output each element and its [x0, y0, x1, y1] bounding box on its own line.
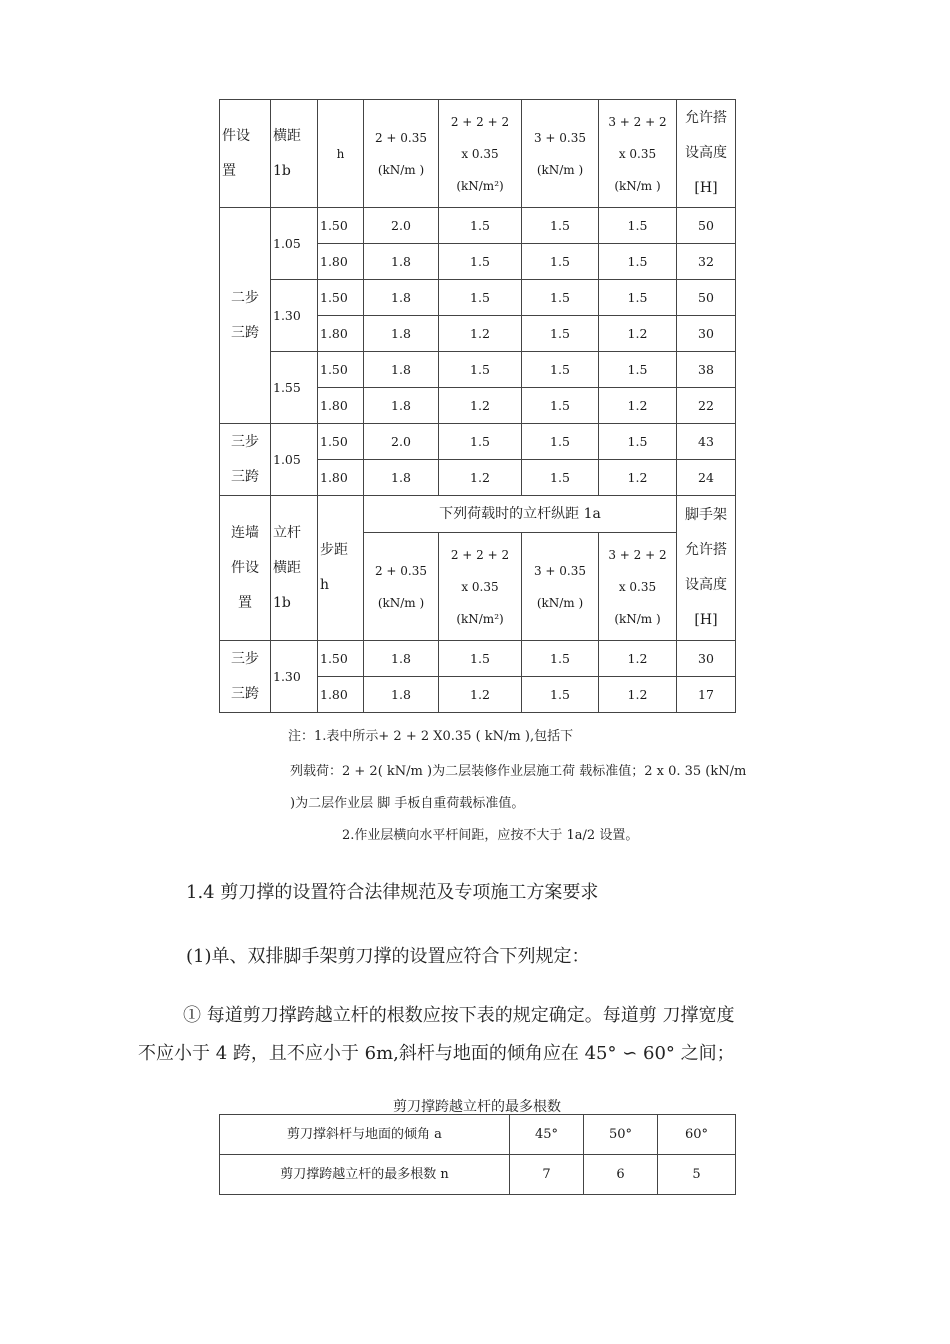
table-cell: 1.8: [364, 641, 439, 677]
table-cell: 24: [677, 460, 736, 496]
table-header-row-2: [220, 496, 736, 533]
table-cell: 1.5: [522, 388, 599, 424]
cell-line: 三跨: [231, 324, 259, 341]
row-label-cell: 剪刀撑斜杆与地面的倾角 a: [220, 1115, 510, 1155]
header-load-2-cell: [439, 100, 522, 208]
table-row: [220, 424, 736, 460]
group-name-cell: [220, 208, 271, 424]
table-cell: 7: [510, 1155, 584, 1195]
table-row: [220, 641, 736, 677]
cell-line: (kN/m ): [377, 162, 425, 177]
paragraph-line-1: ① 每道剪刀撑跨越立杆的根数应按下表的规定确定。每道剪 刀撑宽度: [183, 1005, 735, 1026]
header-load-3-cell: [522, 100, 599, 208]
scissor-brace-table: [219, 1114, 736, 1195]
table-cell: 32: [677, 244, 736, 280]
cell-line: 连墙: [231, 524, 259, 541]
table-cell: 1.80: [318, 244, 364, 280]
cell-line: 三步: [231, 650, 259, 667]
table-row: [220, 280, 736, 316]
header2-load-1-cell: [364, 533, 439, 641]
table-cell: 1.80: [318, 677, 364, 713]
cell-line: 脚手架: [685, 507, 727, 523]
table-cell: 1.5: [599, 280, 677, 316]
table-note-line-3: )为二层作业层 脚 手板自重荷载标准值。: [290, 796, 525, 811]
table-cell: 1.5: [439, 424, 522, 460]
cell-line: h: [336, 146, 345, 161]
table-cell: 1.2: [599, 388, 677, 424]
cell-line: h: [320, 577, 330, 593]
cell-line: 1b: [273, 594, 291, 611]
table-cell: 1.5: [522, 280, 599, 316]
lb-cell: 1.30: [271, 280, 318, 352]
table-cell: 50: [677, 280, 736, 316]
table-cell: 1.5: [439, 280, 522, 316]
cell-line: 三步: [231, 433, 259, 450]
cell-line: 允许搭: [685, 542, 727, 558]
cell-line: x 0.35: [618, 146, 657, 161]
table-cell: 1.2: [439, 316, 522, 352]
cell-line: 2 + 2 + 2: [450, 547, 510, 562]
table-cell: 2.0: [364, 424, 439, 460]
cell-line: 横距: [273, 559, 301, 576]
table-note-line-2: 列载荷：2 + 2( kN/m )为二层装修作业层施工荷 载标准值；2 x 0. 35 (kN/m: [290, 764, 747, 779]
header2-lb-cell: [271, 496, 318, 641]
cell-line: 立杆: [273, 524, 301, 541]
table-cell: 1.5: [522, 208, 599, 244]
group-name-cell: [220, 641, 271, 713]
table-note-line-4: 2.作业层横向水平杆间距，应按不大于 1a/2 设置。: [342, 828, 639, 843]
table-cell: 1.5: [522, 677, 599, 713]
header-h-cell: [318, 100, 364, 208]
scaffold-height-table: [219, 99, 736, 713]
cell-line: 设高度: [685, 145, 727, 161]
group-name-cell: [220, 424, 271, 496]
cell-line: 设高度: [685, 577, 727, 593]
table-cell: 1.5: [439, 208, 522, 244]
header-setting-cell: [220, 100, 271, 208]
table-cell: 1.8: [364, 677, 439, 713]
table-cell: 1.5: [522, 424, 599, 460]
table-cell: 1.5: [599, 208, 677, 244]
table-cell: 1.8: [364, 244, 439, 280]
cell-line: [H]: [694, 180, 718, 196]
table-cell: 1.5: [522, 316, 599, 352]
cell-line: 1b: [273, 162, 291, 179]
cell-line: 二步: [231, 289, 259, 306]
cell-line: [H]: [694, 612, 718, 628]
table-cell: 1.2: [599, 641, 677, 677]
table-cell: 1.2: [439, 388, 522, 424]
header2-load-3-cell: [522, 533, 599, 641]
section-subheading: (1)单、双排脚手架剪刀撑的设置应符合下列规定：: [186, 946, 590, 967]
table-cell: 1.8: [364, 280, 439, 316]
cell-line: (kN/m ): [536, 162, 584, 177]
lb-cell: 1.30: [271, 641, 318, 713]
header-lb-cell: [271, 100, 318, 208]
table-cell: 1.5: [522, 460, 599, 496]
table-cell: 1.2: [599, 316, 677, 352]
header-load-4-cell: [599, 100, 677, 208]
header2-load-2-cell: [439, 533, 522, 641]
cell-line: (kN/m²): [456, 178, 504, 193]
header-load-1-cell: [364, 100, 439, 208]
cell-line: x 0.35: [461, 146, 499, 161]
table-cell: 38: [677, 352, 736, 388]
table-cell: 1.5: [599, 424, 677, 460]
cell-line: x 0.35: [461, 579, 499, 594]
cell-line: (kN/m ): [614, 611, 661, 626]
cell-line: 3 + 2 + 2: [608, 547, 667, 562]
table-row: [220, 1155, 736, 1195]
cell-line: 2 + 0.35: [374, 563, 428, 578]
section-heading: 1.4 剪刀撑的设置符合法律规范及专项施工方案要求: [186, 882, 599, 903]
lb-cell: 1.05: [271, 208, 318, 280]
table-cell: 1.2: [439, 677, 522, 713]
table-cell: 1.5: [439, 352, 522, 388]
table-cell: 1.50: [318, 424, 364, 460]
table-note-line-1: 注：1.表中所示+ 2 + 2 X0.35 ( kN/m ),包括下: [288, 729, 574, 744]
table-row: [220, 1115, 736, 1155]
table-cell: 1.80: [318, 316, 364, 352]
table-cell: 1.8: [364, 316, 439, 352]
cell-line: x 0.35: [618, 579, 657, 594]
header2-setting-cell: [220, 496, 271, 641]
table-cell: 45°: [510, 1115, 584, 1155]
table-cell: 1.2: [439, 460, 522, 496]
table-row: [220, 352, 736, 388]
table-cell: 1.8: [364, 388, 439, 424]
cell-line: (kN/m ): [614, 178, 661, 193]
table-cell: 1.80: [318, 460, 364, 496]
table-cell: 1.5: [439, 244, 522, 280]
lb-cell: 1.05: [271, 424, 318, 496]
table-cell: 1.5: [522, 244, 599, 280]
table-cell: 17: [677, 677, 736, 713]
cell-line: 三跨: [231, 685, 259, 702]
cell-line: 3 + 2 + 2: [608, 114, 667, 129]
header2-load-4-cell: [599, 533, 677, 641]
header2-span-cell: 下列荷载时的立杆纵距 1a: [364, 496, 677, 533]
table-cell: 1.5: [599, 244, 677, 280]
cell-line: 置: [238, 594, 252, 611]
cell-line: 件设: [222, 127, 250, 144]
table-cell: 1.80: [318, 388, 364, 424]
table-cell: 6: [584, 1155, 658, 1195]
table-cell: 1.5: [522, 641, 599, 677]
cell-line: 允许搭: [685, 110, 727, 126]
table-cell: 1.50: [318, 352, 364, 388]
table-cell: 1.8: [364, 352, 439, 388]
table-cell: 30: [677, 316, 736, 352]
table-cell: 1.50: [318, 641, 364, 677]
header-height-cell: [677, 100, 736, 208]
header2-step-cell: [318, 496, 364, 641]
cell-line: 2 + 2 + 2: [450, 114, 510, 129]
table-cell: 60°: [658, 1115, 736, 1155]
cell-line: 步距: [320, 542, 348, 558]
table-caption: 剪刀撑跨越立杆的最多根数: [393, 1099, 561, 1115]
table-header-row: [220, 100, 736, 208]
table-cell: 1.2: [599, 677, 677, 713]
table-cell: 5: [658, 1155, 736, 1195]
table-cell: 50: [677, 208, 736, 244]
table-cell: 1.5: [522, 352, 599, 388]
table-cell: 50°: [584, 1115, 658, 1155]
row-label-cell: 剪刀撑跨越立杆的最多根数 n: [220, 1155, 510, 1195]
table-cell: 22: [677, 388, 736, 424]
cell-line: (kN/m ): [377, 595, 425, 610]
cell-line: 3 + 0.35: [533, 563, 587, 578]
cell-line: 置: [222, 162, 236, 179]
table-cell: 1.5: [599, 352, 677, 388]
cell-line: (kN/m²): [456, 611, 504, 626]
header2-height-cell: [677, 496, 736, 641]
table-cell: 2.0: [364, 208, 439, 244]
cell-line: 横距: [273, 127, 301, 144]
table-row: [220, 208, 736, 244]
paragraph-line-2: 不应小于 4 跨，且不应小于 6m,斜杆与地面的倾角应在 45° ∽ 60° 之间；: [138, 1043, 735, 1064]
cell-line: 三跨: [231, 468, 259, 485]
cell-line: (kN/m ): [536, 595, 584, 610]
lb-cell: 1.55: [271, 352, 318, 424]
cell-line: 件设: [231, 559, 259, 576]
table-cell: 1.8: [364, 460, 439, 496]
cell-line: 3 + 0.35: [533, 130, 587, 145]
table-cell: 1.50: [318, 208, 364, 244]
cell-line: 2 + 0.35: [374, 130, 428, 145]
table-cell: 1.2: [599, 460, 677, 496]
table-cell: 1.5: [439, 641, 522, 677]
table-cell: 43: [677, 424, 736, 460]
table-cell: 1.50: [318, 280, 364, 316]
table-cell: 30: [677, 641, 736, 677]
